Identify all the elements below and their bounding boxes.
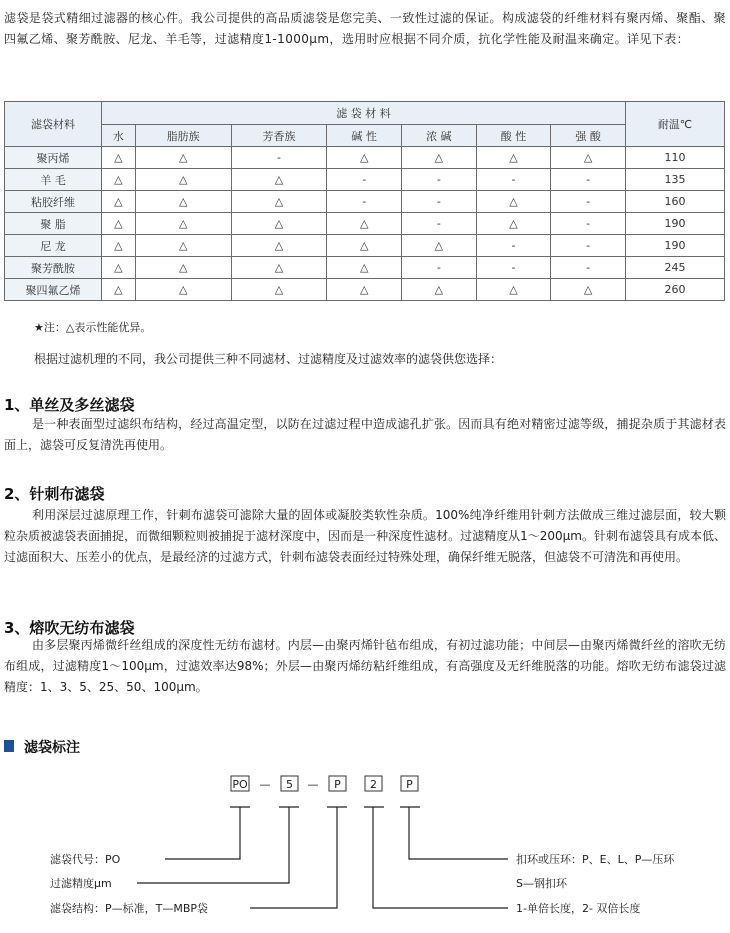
row-cell: - — [402, 191, 477, 213]
label-steel-ring: S—钢扣环 — [516, 877, 567, 890]
intro-paragraph: 滤袋是袋式精细过滤器的核心件。我公司提供的高品质滤袋是您完美、一致性过滤的保证。构成滤袋的纤维材料有聚丙烯、聚酯、聚四氟乙烯、聚芳酰胺、尼龙、羊毛等，过滤精度1-1000μm，选用时应根据不同介质，抗化学性能及耐温来确定。详见下表： — [4, 11, 726, 46]
subheader-strong-acid: 强 酸 — [551, 125, 626, 147]
row-cell: - — [327, 191, 402, 213]
section-2-title: 2、针刺布滤袋 — [4, 485, 105, 503]
row-cell: △ — [231, 257, 327, 279]
row-cell: △ — [231, 213, 327, 235]
label-bag-structure: 滤袋结构：P—标准，T—MBP袋 — [50, 902, 209, 915]
row-cell: △ — [231, 279, 327, 301]
table-row — [5, 169, 725, 191]
row-cell: △ — [135, 213, 231, 235]
row-cell: △ — [102, 147, 136, 169]
row-temperature: 110 — [626, 147, 725, 169]
label-bag-code: 滤袋代号：PO — [50, 853, 121, 866]
row-temperature: 245 — [626, 257, 725, 279]
row-cell: △ — [402, 235, 477, 257]
row-cell: △ — [476, 191, 551, 213]
row-cell: △ — [231, 191, 327, 213]
row-temperature: 260 — [626, 279, 725, 301]
row-cell: △ — [476, 279, 551, 301]
table-row — [5, 213, 725, 235]
row-cell: △ — [135, 279, 231, 301]
table-body — [5, 147, 725, 301]
row-cell: - — [551, 213, 626, 235]
table-row — [5, 147, 725, 169]
label-ring-type: 扣环或压环：P、E、L、P—压环 — [516, 853, 675, 866]
row-cell: △ — [231, 235, 327, 257]
row-cell: △ — [102, 169, 136, 191]
subheader-water: 水 — [102, 125, 136, 147]
row-cell: - — [402, 213, 477, 235]
row-cell: △ — [102, 235, 136, 257]
lead-paragraph: 根据过滤机理的不同，我公司提供三种不同滤材、过滤精度及过滤效率的滤袋供您选择： — [34, 352, 503, 366]
subheader-aliphatic: 脂肪族 — [135, 125, 231, 147]
row-cell: △ — [551, 147, 626, 169]
row-temperature: 160 — [626, 191, 725, 213]
row-cell: △ — [231, 169, 327, 191]
code-dash-2: — — [307, 778, 319, 791]
row-cell: △ — [327, 235, 402, 257]
row-cell: - — [476, 169, 551, 191]
label-length: 1-单倍长度，2- 双倍长度 — [516, 902, 641, 915]
label-diagram — [0, 760, 730, 933]
row-cell: △ — [135, 235, 231, 257]
code-p-structure: P — [334, 778, 341, 791]
row-cell: △ — [327, 147, 402, 169]
row-cell: △ — [402, 279, 477, 301]
row-cell: - — [476, 235, 551, 257]
row-cell: △ — [476, 213, 551, 235]
row-cell: - — [327, 169, 402, 191]
code-p-ring: P — [406, 778, 413, 791]
row-cell: △ — [327, 279, 402, 301]
row-cell: △ — [102, 279, 136, 301]
row-cell: - — [402, 169, 477, 191]
subheader-acidic: 酸 性 — [476, 125, 551, 147]
label-section-title: 滤袋标注 — [24, 740, 80, 756]
section-1-title: 1、单丝及多丝滤袋 — [4, 396, 135, 414]
section-2-body: 利用深层过滤原理工作，针刺布滤袋可滤除大量的固体或凝胶类软性杂质。100%纯净纤维用针刺方法做成三维过滤层面，较大颗粒杂质被滤袋表面捕捉，而微细颗粒则被捕捉于滤材深度中，因而是一种深度性滤材。过滤精度从1～200μm。针刺布滤袋具有成本低、过滤面积大、压差小的优点，是最经济的过滤方式，针刺布滤袋表面经过特殊处理，确保纤维无脱落，但滤袋不可清洗和再使用。 — [4, 508, 726, 564]
row-material-name: 羊 毛 — [5, 169, 102, 191]
section-marker-icon — [4, 740, 14, 752]
row-cell: △ — [102, 191, 136, 213]
label-filter-precision: 过滤精度μm — [50, 877, 112, 890]
row-cell: △ — [402, 147, 477, 169]
row-cell: - — [231, 147, 327, 169]
row-material-name: 尼 龙 — [5, 235, 102, 257]
code-5: 5 — [286, 778, 293, 791]
row-material-name: 粘胶纤维 — [5, 191, 102, 213]
header-material: 滤袋材料 — [5, 102, 102, 147]
diagram-connectors — [137, 807, 508, 908]
row-cell: △ — [551, 279, 626, 301]
header-temperature: 耐温℃ — [626, 102, 725, 147]
row-cell: △ — [476, 147, 551, 169]
section-1-body: 是一种表面型过滤织布结构，经过高温定型，以防在过滤过程中造成滤孔扩张。因而具有绝对精密过滤等级，捕捉杂质于其滤材表面上，滤袋可反复清洗再使用。 — [4, 417, 726, 452]
code-po: PO — [232, 778, 248, 791]
row-temperature: 135 — [626, 169, 725, 191]
row-material-name: 聚 脂 — [5, 213, 102, 235]
row-cell: - — [551, 257, 626, 279]
row-cell: △ — [135, 147, 231, 169]
row-cell: △ — [327, 257, 402, 279]
header-group: 滤 袋 材 料 — [102, 102, 626, 125]
row-material-name: 聚四氟乙烯 — [5, 279, 102, 301]
subheader-alkaline: 碱 性 — [327, 125, 402, 147]
row-temperature: 190 — [626, 213, 725, 235]
table-note: ★注：△表示性能优异。 — [34, 321, 152, 334]
code-dash-1: — — [259, 778, 271, 791]
section-3-body: 由多层聚丙烯微纤丝组成的深度性无纺布滤材。内层—由聚丙烯针毡布组成，有初过滤功能；中间层—由聚丙烯微纤丝的溶吹无纺布组成，过滤精度1～100μm，过滤效率达98%；外层—由聚丙烯纺粘纤维组成，有高强度及无纤维脱落的功能。熔吹无纺布滤袋过滤精度：1、3、5、25、50、100μm。 — [4, 638, 726, 694]
subheader-aromatic: 芳香族 — [231, 125, 327, 147]
row-material-name: 聚丙烯 — [5, 147, 102, 169]
table-row — [5, 257, 725, 279]
subheader-strong-alkali: 浓 碱 — [402, 125, 477, 147]
row-cell: - — [551, 235, 626, 257]
section-3-title: 3、熔吹无纺布滤袋 — [4, 619, 135, 637]
table-row — [5, 235, 725, 257]
filter-material-table — [4, 101, 725, 301]
row-cell: △ — [102, 257, 136, 279]
code-2: 2 — [370, 778, 377, 791]
row-cell: △ — [102, 213, 136, 235]
row-cell: △ — [135, 257, 231, 279]
row-cell: - — [402, 257, 477, 279]
row-cell: - — [476, 257, 551, 279]
row-cell: - — [551, 191, 626, 213]
row-temperature: 190 — [626, 235, 725, 257]
row-cell: △ — [135, 191, 231, 213]
table-row — [5, 279, 725, 301]
row-cell: △ — [327, 213, 402, 235]
row-cell: - — [551, 169, 626, 191]
table-row — [5, 191, 725, 213]
row-material-name: 聚芳酰胺 — [5, 257, 102, 279]
row-cell: △ — [135, 169, 231, 191]
